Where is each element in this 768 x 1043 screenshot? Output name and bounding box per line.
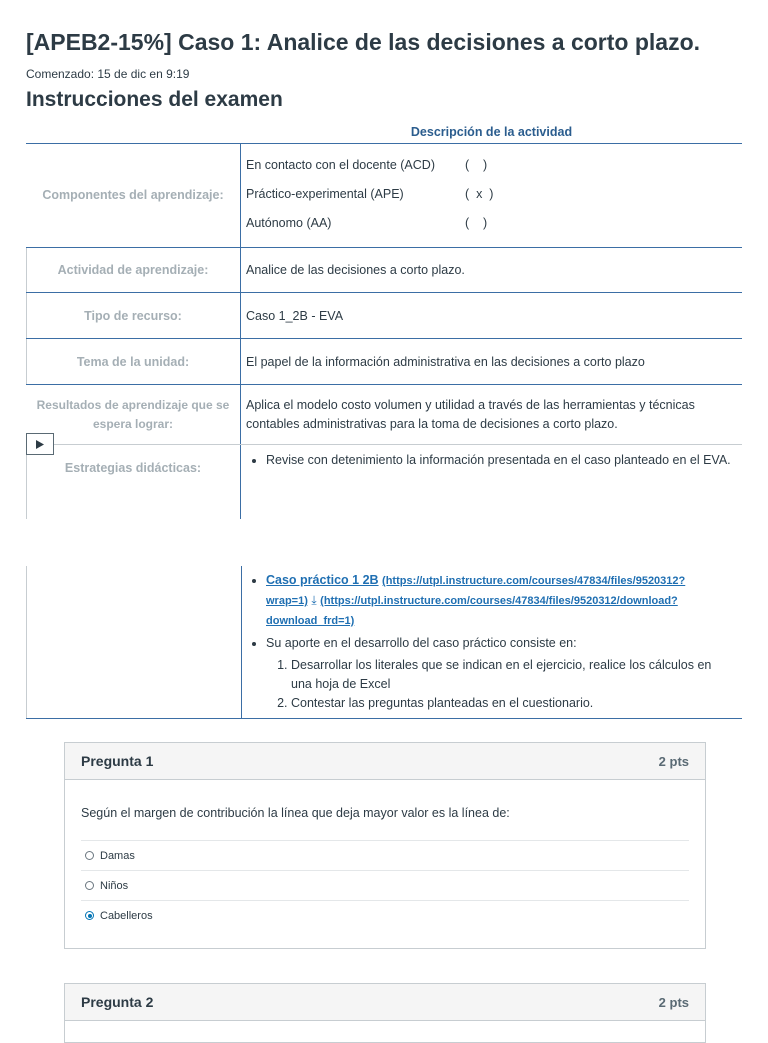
activity-row xyxy=(26,247,742,293)
components-label: Componentes del aprendizaje: xyxy=(26,144,241,247)
strategies-value xyxy=(246,445,742,525)
steps-list xyxy=(246,656,726,713)
component-acd-mark: ( ) xyxy=(465,158,488,172)
case-study-url-link[interactable]: (https://utpl.instructure.com/courses/47834/files/9520312?wrap=1) xyxy=(266,575,686,607)
radio-button[interactable] xyxy=(85,851,94,860)
case-study-link[interactable]: Caso práctico 1 2B xyxy=(266,573,379,587)
instructions-table-continued xyxy=(26,566,742,719)
question-2-card xyxy=(64,983,706,1043)
unit-theme-value: El papel de la información administrativa en las decisiones a corto plazo xyxy=(246,354,645,369)
started-timestamp: Comenzado: 15 de dic en 9:19 xyxy=(26,67,190,81)
instructions-title: Instrucciones del examen xyxy=(26,88,283,111)
answer-option-label: Damas xyxy=(100,849,135,862)
components-row xyxy=(26,143,742,247)
component-aa: Autónomo (AA) xyxy=(246,216,332,230)
question-1-points: 2 pts xyxy=(658,753,689,769)
radio-button[interactable] xyxy=(85,881,94,890)
step-item: 2. Contestar las preguntas planteadas en el cuestionario. xyxy=(291,694,726,713)
question-2-title: Pregunta 2 xyxy=(81,994,154,1010)
answer-option-label: Niños xyxy=(100,879,129,892)
step-item: 1. Desarrollar los literales que se indican en el ejercicio, realice los cálculos en una hoja de Excel xyxy=(291,656,726,694)
unit-theme-row xyxy=(26,338,742,385)
answer-option-selected[interactable] xyxy=(81,900,689,930)
component-ape-mark: ( x ) xyxy=(465,187,494,201)
activity-label: Actividad de aprendizaje: xyxy=(26,248,241,293)
radio-button-selected[interactable] xyxy=(85,911,94,920)
activity-value: Analice de las decisiones a corto plazo. xyxy=(246,263,465,277)
question-2-header xyxy=(65,984,705,1021)
results-row xyxy=(26,384,742,445)
answer-option-label: Cabelleros xyxy=(100,909,153,922)
question-1-header xyxy=(65,743,705,780)
question-1-card xyxy=(64,742,706,949)
component-acd: En contacto con el docente (ACD) xyxy=(246,158,435,172)
question-1-title: Pregunta 1 xyxy=(81,753,154,769)
download-icon[interactable]: ⤓ xyxy=(311,593,317,607)
strategies-row xyxy=(26,444,742,519)
component-ape: Práctico-experimental (APE) xyxy=(246,187,404,201)
question-2-points: 2 pts xyxy=(658,994,689,1010)
component-aa-mark: ( ) xyxy=(465,216,488,230)
unit-theme-label: Tema de la unidad: xyxy=(26,339,241,385)
resource-label: Tipo de recurso: xyxy=(26,293,241,339)
strategy-bullet: • Revise con detenimiento la información presentada en el caso planteado en el EVA. xyxy=(266,451,731,469)
page-title: [APEB2-15%] Caso 1: Analice de las decisiones a corto plazo. xyxy=(26,29,701,55)
download-url-link[interactable]: (https://utpl.instructure.com/courses/47834/files/9520312/download?download_frd=1) xyxy=(266,595,678,627)
media-play-button[interactable] xyxy=(26,433,54,455)
instructions-table xyxy=(26,122,742,518)
answer-option[interactable] xyxy=(81,870,689,900)
resource-value: Caso 1_2B - EVA xyxy=(246,308,344,323)
strategies-continued xyxy=(246,571,726,713)
description-header: Descripción de la actividad xyxy=(410,125,573,139)
play-icon xyxy=(36,440,44,449)
contribution-bullet: • Su aporte en el desarrollo del caso práctico consiste en: xyxy=(266,634,726,652)
answer-option[interactable] xyxy=(81,840,689,870)
question-1-text: Según el margen de contribución la línea que deja mayor valor es la línea de: xyxy=(81,806,510,820)
resource-row xyxy=(26,292,742,339)
results-label: Resultados de aprendizaje que se espera lograr: xyxy=(26,385,241,445)
strategies-label: Estrategias didácticas: xyxy=(26,445,241,519)
results-value: Aplica el modelo costo volumen y utilidad a través de las herramientas y técnicas contables administrativas para la toma de decisiones a corto plazo. xyxy=(246,398,695,431)
